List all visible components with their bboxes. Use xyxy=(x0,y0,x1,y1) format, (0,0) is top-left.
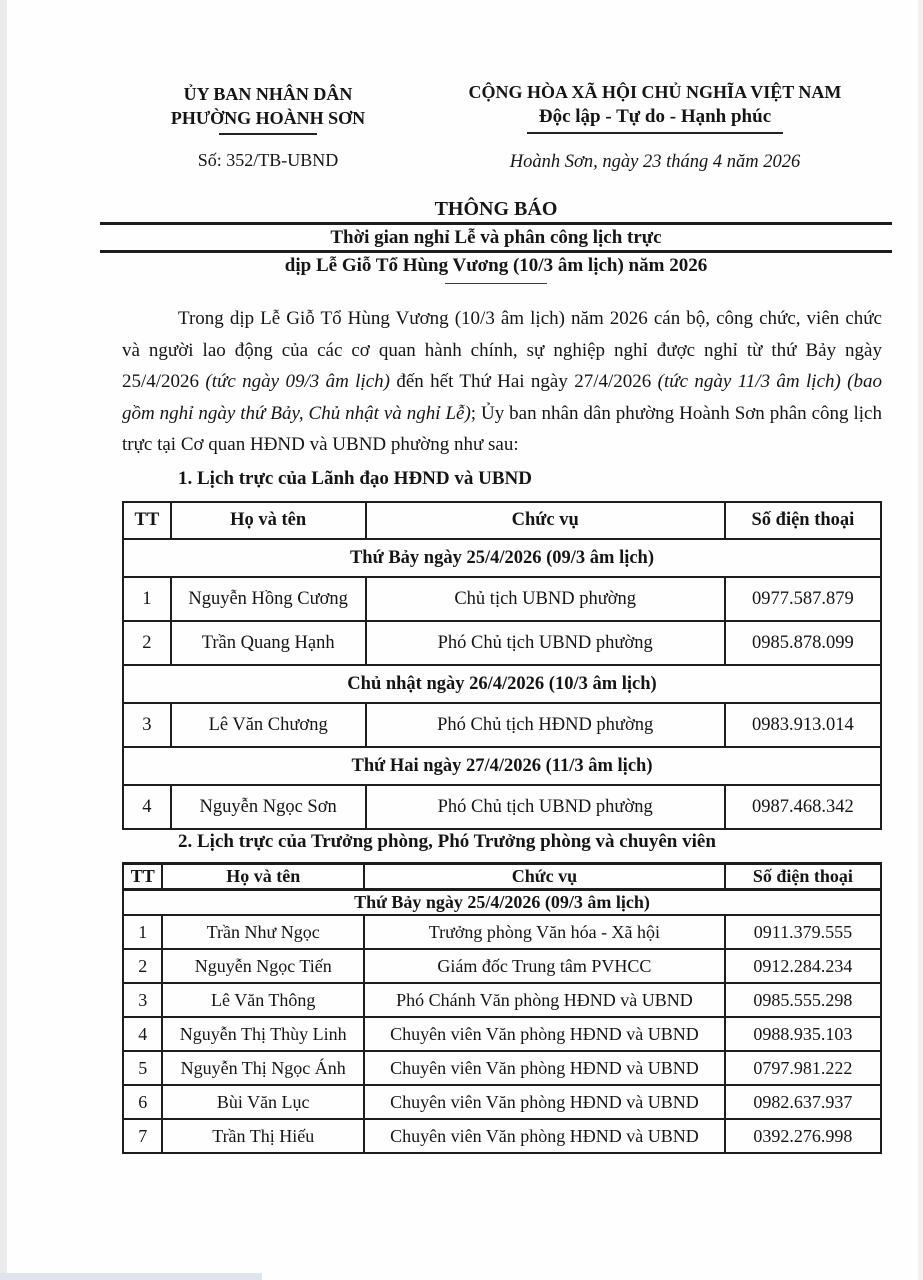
table-cell: 2 xyxy=(123,949,162,983)
document-title: THÔNG BÁO xyxy=(434,198,558,220)
table-row xyxy=(123,621,881,665)
table-cell: 0911.379.555 xyxy=(725,915,881,949)
column-header-cell: TT xyxy=(123,864,162,890)
table-cell: Phó Chủ tịch UBND phường xyxy=(366,785,725,829)
table-row xyxy=(123,1017,881,1051)
table-row xyxy=(123,785,881,829)
table-cell: 0985.555.298 xyxy=(725,983,881,1017)
paragraph-seg2-italic: (tức ngày 09/3 âm lịch) xyxy=(205,371,391,392)
table-cell: Chuyên viên Văn phòng HĐND và UBND xyxy=(364,1119,725,1153)
table-cell: 3 xyxy=(123,983,162,1017)
issuing-agency-block xyxy=(116,82,420,135)
national-motto-line1: CỘNG HÒA XÃ HỘI CHỦ NGHĨA VIỆT NAM xyxy=(468,82,842,102)
table-cell: 0912.284.234 xyxy=(725,949,881,983)
document-number: Số: 352/TB-UBND xyxy=(197,150,339,170)
column-header-cell: TT xyxy=(123,502,171,539)
table-cell: Trần Thị Hiếu xyxy=(162,1119,364,1153)
national-motto-underline xyxy=(527,132,783,134)
national-motto-line2: Độc lập - Tự do - Hạnh phúc xyxy=(538,106,772,127)
table-cell: 0987.468.342 xyxy=(725,785,881,829)
table-cell: 5 xyxy=(123,1051,162,1085)
issuing-agency-line2: PHƯỜNG HOÀNH SƠN xyxy=(170,108,366,128)
table-cell: Chuyên viên Văn phòng HĐND và UBND xyxy=(364,1051,725,1085)
table-cell: Nguyễn Hồng Cương xyxy=(171,577,366,621)
section1-heading: 1. Lịch trực của Lãnh đạo HĐND và UBND xyxy=(178,468,532,489)
table-cell: Nguyễn Thị Ngọc Ánh xyxy=(162,1051,364,1085)
date-group-cell: Thứ Hai ngày 27/4/2026 (11/3 âm lịch) xyxy=(123,747,881,785)
table-cell: 0977.587.879 xyxy=(725,577,881,621)
table-cell: Trần Như Ngọc xyxy=(162,915,364,949)
table-row xyxy=(123,949,881,983)
table-cell: Lê Văn Chương xyxy=(171,703,366,747)
table-cell: Phó Chánh Văn phòng HĐND và UBND xyxy=(364,983,725,1017)
table-cell: Nguyễn Ngọc Sơn xyxy=(171,785,366,829)
issuing-agency-underline xyxy=(219,133,317,135)
table-cell: 0985.878.099 xyxy=(725,621,881,665)
table-cell: Chuyên viên Văn phòng HĐND và UBND xyxy=(364,1017,725,1051)
column-header-cell: Họ và tên xyxy=(171,502,366,539)
column-header-cell: Họ và tên xyxy=(162,864,364,890)
table-row xyxy=(123,1051,881,1085)
table-cell: Nguyễn Thị Thùy Linh xyxy=(162,1017,364,1051)
document-subtitle-line1: Thời gian nghỉ Lễ và phân công lịch trực xyxy=(100,222,892,250)
date-group-cell: Thứ Bảy ngày 25/4/2026 (09/3 âm lịch) xyxy=(123,539,881,577)
column-header-cell: Số điện thoại xyxy=(725,502,881,539)
document-subtitle-line2: dịp Lễ Giỗ Tổ Hùng Vương (10/3 âm lịch) năm 2026 xyxy=(100,250,892,278)
table-cell: Phó Chủ tịch HĐND phường xyxy=(366,703,725,747)
paragraph-seg1: Trong dịp Lễ Giỗ Tổ Hùng Vương (10/3 âm lịch) năm 2026 cán bộ, công chức, viên chức và người lao động của các cơ quan hành chính, sự nghiệp nghỉ được nghỉ từ thứ Bảy ngày 25/4/2026 xyxy=(122,308,882,392)
table-cell: 3 xyxy=(123,703,171,747)
table-header-row xyxy=(123,502,881,539)
date-group-cell: Thứ Bảy ngày 25/4/2026 (09/3 âm lịch) xyxy=(123,890,881,916)
column-header-cell: Chức vụ xyxy=(366,502,725,539)
scan-edge-left xyxy=(0,0,7,1280)
table-cell: Trần Quang Hạnh xyxy=(171,621,366,665)
place-date-line: Hoành Sơn, ngày 23 tháng 4 năm 2026 xyxy=(509,152,801,172)
paragraph-seg5: ; Ủy ban nhân dân phường Hoành Sơn phân công lịch trực tại Cơ quan HĐND và UBND phường như sau: xyxy=(122,402,882,455)
paragraph-seg3: đến hết Thứ Hai ngày 27/4/2026 xyxy=(390,371,658,392)
table-cell: 2 xyxy=(123,621,171,665)
leaders-duty-table xyxy=(122,501,882,830)
table-row xyxy=(123,577,881,621)
table-cell: Trưởng phòng Văn hóa - Xã hội xyxy=(364,915,725,949)
table-cell: Nguyễn Ngọc Tiến xyxy=(162,949,364,983)
date-group-row xyxy=(123,539,881,577)
scan-edge-bottom xyxy=(0,1273,262,1280)
column-header-cell: Số điện thoại xyxy=(725,864,881,890)
staff-duty-table xyxy=(122,862,882,1154)
table-cell: Chủ tịch UBND phường xyxy=(366,577,725,621)
table-cell: 0392.276.998 xyxy=(725,1119,881,1153)
table-header-row xyxy=(123,864,881,890)
table-cell: 4 xyxy=(123,1017,162,1051)
table-cell: 7 xyxy=(123,1119,162,1153)
date-group-row xyxy=(123,890,881,916)
table-cell: 0983.913.014 xyxy=(725,703,881,747)
table-cell: 0988.935.103 xyxy=(725,1017,881,1051)
scan-edge-right xyxy=(918,0,923,1280)
date-group-cell: Chủ nhật ngày 26/4/2026 (10/3 âm lịch) xyxy=(123,665,881,703)
table-cell: 1 xyxy=(123,915,162,949)
table-cell: Chuyên viên Văn phòng HĐND và UBND xyxy=(364,1085,725,1119)
column-header-cell: Chức vụ xyxy=(364,864,725,890)
document-title-block xyxy=(100,196,892,284)
section2-heading: 2. Lịch trực của Trưởng phòng, Phó Trưởng phòng và chuyên viên xyxy=(178,831,716,852)
table-cell: Bùi Văn Lục xyxy=(162,1085,364,1119)
table-row xyxy=(123,703,881,747)
national-motto-block xyxy=(418,80,892,134)
table-cell: 4 xyxy=(123,785,171,829)
paragraph-seg4-italic: (tức ngày 11/3 âm lịch) (bao gồm nghỉ ngày thứ Bảy, Chủ nhật và nghỉ Lễ) xyxy=(122,371,883,424)
date-group-row xyxy=(123,747,881,785)
issuing-agency-line1: ỦY BAN NHÂN DÂN xyxy=(183,84,353,104)
table-cell: 0982.637.937 xyxy=(725,1085,881,1119)
table-row xyxy=(123,1085,881,1119)
table-cell: 0797.981.222 xyxy=(725,1051,881,1085)
table-cell: Giám đốc Trung tâm PVHCC xyxy=(364,949,725,983)
table-cell: Lê Văn Thông xyxy=(162,983,364,1017)
date-group-row xyxy=(123,665,881,703)
table-row xyxy=(123,1119,881,1153)
title-underline xyxy=(445,283,547,284)
table-cell: Phó Chủ tịch UBND phường xyxy=(366,621,725,665)
body-paragraph xyxy=(122,303,882,461)
table-row xyxy=(123,915,881,949)
table-row xyxy=(123,983,881,1017)
table-cell: 1 xyxy=(123,577,171,621)
table-cell: 6 xyxy=(123,1085,162,1119)
